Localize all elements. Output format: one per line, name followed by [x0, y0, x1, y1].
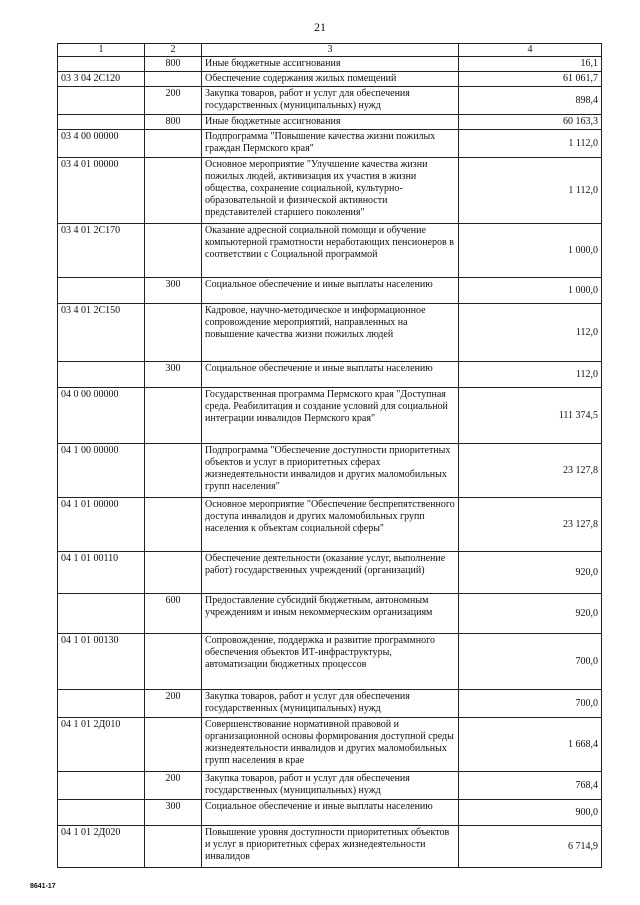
- row-type: 300: [145, 362, 202, 388]
- row-code: [58, 772, 145, 800]
- row-type: 800: [145, 115, 202, 130]
- row-code: 04 0 00 00000: [58, 388, 145, 444]
- row-type: [145, 388, 202, 444]
- row-type: [145, 130, 202, 158]
- row-code: 04 1 01 00000: [58, 498, 145, 552]
- row-type: [145, 304, 202, 362]
- row-type: [145, 826, 202, 868]
- row-amount: 112,0: [459, 362, 602, 388]
- row-amount: 6 714,9: [459, 826, 602, 868]
- row-amount: 16,1: [459, 57, 602, 72]
- row-code: 04 1 01 2Д020: [58, 826, 145, 868]
- row-name: Закупка товаров, работ и услуг для обеспечения государственных (муниципальных) нужд: [202, 772, 459, 800]
- table-row: [58, 72, 602, 87]
- table-row: [58, 552, 602, 594]
- column-header-2: 2: [145, 44, 202, 57]
- table-row: [58, 130, 602, 158]
- row-code: [58, 690, 145, 718]
- row-code: 04 1 00 00000: [58, 444, 145, 498]
- row-amount: 900,0: [459, 800, 602, 826]
- row-name: Государственная программа Пермского края "Доступная среда. Реабилитация и создание условий для социальной интеграции инвалидов Пермского края": [202, 388, 459, 444]
- row-amount: 1 000,0: [459, 278, 602, 304]
- row-amount: 61 061,7: [459, 72, 602, 87]
- table-row: [58, 444, 602, 498]
- row-type: 200: [145, 690, 202, 718]
- row-amount: 1 668,4: [459, 718, 602, 772]
- row-amount: 23 127,8: [459, 498, 602, 552]
- table-row: [58, 57, 602, 72]
- row-code: [58, 800, 145, 826]
- table-row: [58, 158, 602, 224]
- table-row: [58, 826, 602, 868]
- table-row: [58, 718, 602, 772]
- row-type: 200: [145, 87, 202, 115]
- row-name: Основное мероприятие "Обеспечение беспрепятственного доступа инвалидов и других маломобильных групп населения к объектам социальной сферы": [202, 498, 459, 552]
- row-code: 03 4 01 2С150: [58, 304, 145, 362]
- table-row: [58, 87, 602, 115]
- row-type: [145, 158, 202, 224]
- row-amount: 112,0: [459, 304, 602, 362]
- table-row: [58, 634, 602, 690]
- table-row: [58, 278, 602, 304]
- table-header-row: [58, 44, 602, 57]
- row-amount: 920,0: [459, 594, 602, 634]
- row-name: Подпрограмма "Обеспечение доступности приоритетных объектов и услуг в приоритетных сферах жизнедеятельности инвалидов и других маломобильных групп населения": [202, 444, 459, 498]
- table-row: [58, 304, 602, 362]
- row-type: 800: [145, 57, 202, 72]
- row-code: 03 3 04 2С120: [58, 72, 145, 87]
- row-type: [145, 634, 202, 690]
- row-code: [58, 87, 145, 115]
- row-name: Социальное обеспечение и иные выплаты населению: [202, 800, 459, 826]
- column-header-4: 4: [459, 44, 602, 57]
- row-name: Социальное обеспечение и иные выплаты населению: [202, 278, 459, 304]
- table-row: [58, 224, 602, 278]
- row-type: [145, 224, 202, 278]
- table-row: [58, 115, 602, 130]
- row-amount: 1 112,0: [459, 130, 602, 158]
- table-row: [58, 800, 602, 826]
- row-type: [145, 718, 202, 772]
- budget-table: [57, 43, 602, 868]
- row-code: 04 1 01 2Д010: [58, 718, 145, 772]
- row-name: Подпрограмма "Повышение качества жизни пожилых граждан Пермского края": [202, 130, 459, 158]
- row-type: 300: [145, 278, 202, 304]
- row-code: 04 1 01 00130: [58, 634, 145, 690]
- row-name: Иные бюджетные ассигнования: [202, 115, 459, 130]
- row-amount: 23 127,8: [459, 444, 602, 498]
- row-name: Оказание адресной социальной помощи и обучение компьютерной грамотности неработающих пенсионеров в соответствии с Социальной программой: [202, 224, 459, 278]
- row-name: Основное мероприятие "Улучшение качества жизни пожилых людей, активизация их участия в жизни общества, сохранение социальной, культурно-образовательной и физической активности представителей старшего поколения": [202, 158, 459, 224]
- row-name: Обеспечение содержания жилых помещений: [202, 72, 459, 87]
- footer-document-code: 8641-17: [30, 883, 56, 890]
- row-type: 200: [145, 772, 202, 800]
- row-type: [145, 444, 202, 498]
- table-row: [58, 388, 602, 444]
- row-type: 300: [145, 800, 202, 826]
- row-name: Закупка товаров, работ и услуг для обеспечения государственных (муниципальных) нужд: [202, 690, 459, 718]
- row-name: Кадровое, научно-методическое и информационное сопровождение мероприятий, направленных на повышение качества жизни пожилых людей: [202, 304, 459, 362]
- row-amount: 700,0: [459, 690, 602, 718]
- row-name: Обеспечение деятельности (оказание услуг, выполнение работ) государственных учреждений (организаций): [202, 552, 459, 594]
- row-code: [58, 594, 145, 634]
- row-name: Совершенствование нормативной правовой и организационной основы формирования доступной среды жизнедеятельности инвалидов и других маломобильных групп населения в крае: [202, 718, 459, 772]
- row-amount: 768,4: [459, 772, 602, 800]
- row-name: Повышение уровня доступности приоритетных объектов и услуг в приоритетных сферах жизнедеятельности инвалидов: [202, 826, 459, 868]
- row-name: Иные бюджетные ассигнования: [202, 57, 459, 72]
- row-amount: 920,0: [459, 552, 602, 594]
- row-name: Предоставление субсидий бюджетным, автономным учреждениям и иным некоммерческим организациям: [202, 594, 459, 634]
- row-amount: 1 112,0: [459, 158, 602, 224]
- row-code: [58, 362, 145, 388]
- row-amount: 1 000,0: [459, 224, 602, 278]
- row-code: 03 4 01 2С170: [58, 224, 145, 278]
- row-type: [145, 552, 202, 594]
- column-header-1: 1: [58, 44, 145, 57]
- table-row: [58, 498, 602, 552]
- table-row: [58, 772, 602, 800]
- row-amount: 898,4: [459, 87, 602, 115]
- row-code: [58, 278, 145, 304]
- column-header-3: 3: [202, 44, 459, 57]
- row-code: [58, 57, 145, 72]
- row-type: [145, 498, 202, 552]
- row-name: Сопровождение, поддержка и развитие программного обеспечения объектов ИТ-инфраструктуры, автоматизации бюджетных процессов: [202, 634, 459, 690]
- row-code: 04 1 01 00110: [58, 552, 145, 594]
- table-row: [58, 362, 602, 388]
- row-type: [145, 72, 202, 87]
- page-number: 21: [314, 20, 326, 34]
- row-code: 03 4 00 00000: [58, 130, 145, 158]
- row-type: 600: [145, 594, 202, 634]
- row-name: Закупка товаров, работ и услуг для обеспечения государственных (муниципальных) нужд: [202, 87, 459, 115]
- row-amount: 60 163,3: [459, 115, 602, 130]
- row-amount: 700,0: [459, 634, 602, 690]
- row-amount: 111 374,5: [459, 388, 602, 444]
- table-row: [58, 594, 602, 634]
- row-code: 03 4 01 00000: [58, 158, 145, 224]
- table-row: [58, 690, 602, 718]
- row-code: [58, 115, 145, 130]
- row-name: Социальное обеспечение и иные выплаты населению: [202, 362, 459, 388]
